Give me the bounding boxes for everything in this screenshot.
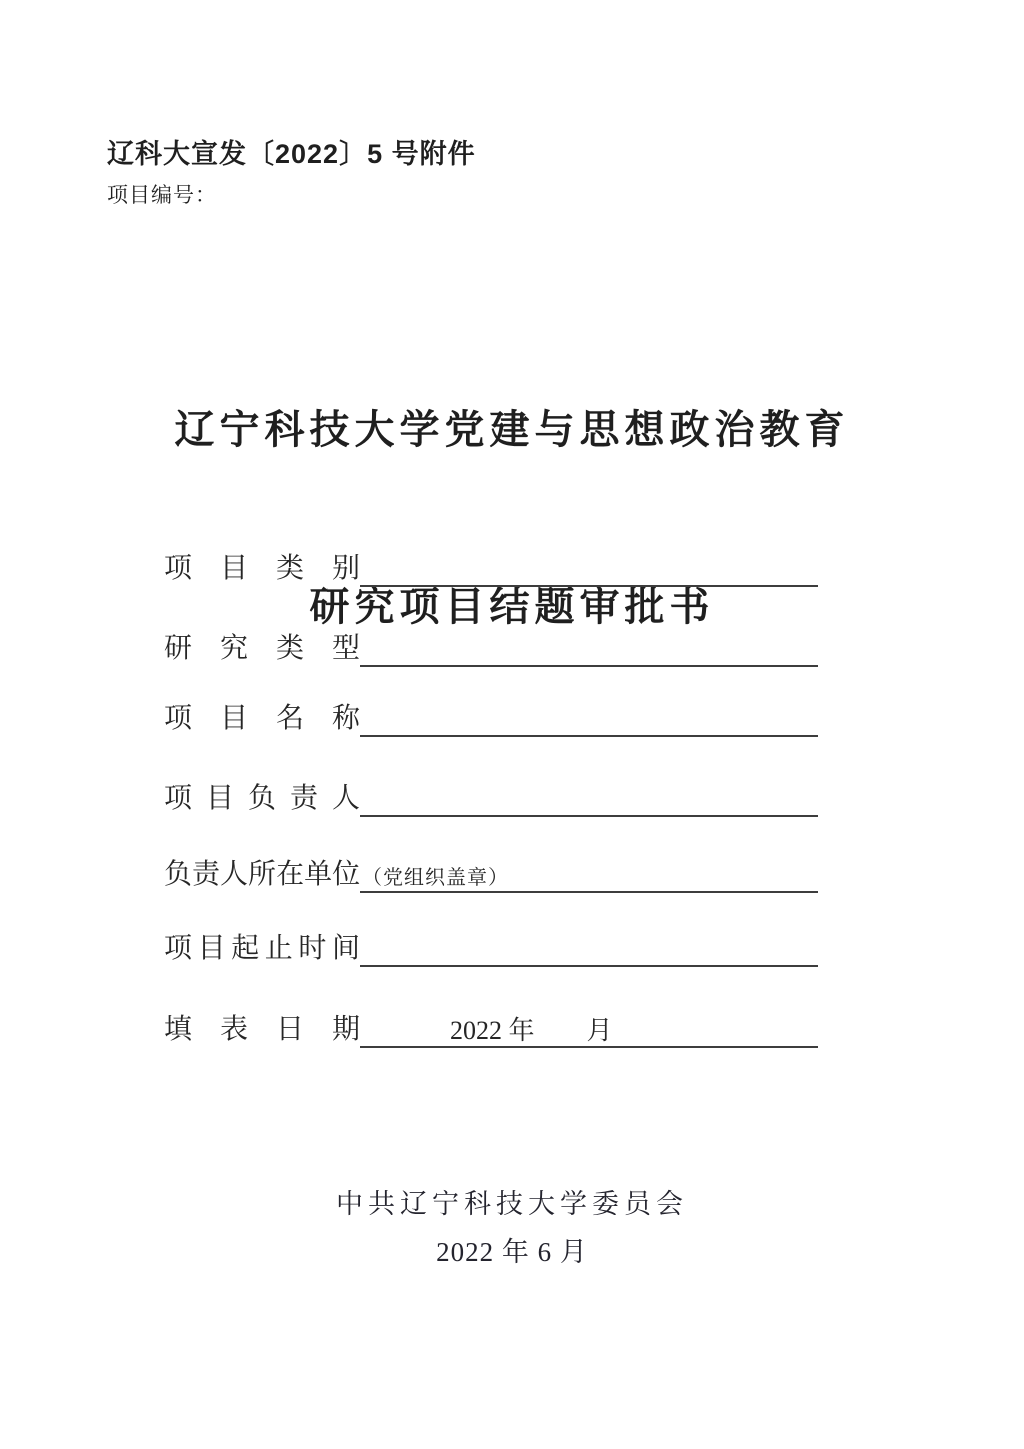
form-field-row xyxy=(164,851,818,893)
doc-number: 辽科大宣发〔2022〕5 号附件 xyxy=(107,139,476,169)
field-blank-line xyxy=(360,695,818,737)
field-label: 负 责 人 所 在 单 位 xyxy=(164,859,361,890)
field-blank-line xyxy=(360,1006,818,1048)
document-title-line1: 辽宁科技大学党建与思想政治教育 xyxy=(174,408,850,452)
field-value: 2022 年 月 xyxy=(450,1016,613,1045)
form-field-row xyxy=(164,695,818,737)
form-field-row xyxy=(164,775,818,817)
field-blank-line xyxy=(360,625,818,667)
footer-organization: 中共辽宁科技大学委员会 xyxy=(336,1189,688,1219)
field-blank-line xyxy=(360,775,818,817)
form-field-row xyxy=(164,545,818,587)
form-field-row xyxy=(164,925,818,967)
field-label: 项 目 名 称 xyxy=(164,703,360,734)
document-title-line2: 研究项目结题审批书 xyxy=(309,585,715,629)
field-value: （党组织盖章） xyxy=(362,867,509,889)
document-title xyxy=(0,283,1024,755)
footer-date: 2022 年 6 月 xyxy=(436,1237,588,1267)
field-label: 项 目 起 止 时 间 xyxy=(164,933,360,964)
form-field-row xyxy=(164,1006,818,1048)
field-blank-line xyxy=(360,851,818,893)
field-label: 研 究 类 型 xyxy=(164,633,360,664)
field-label: 项 目 负 责 人 xyxy=(164,783,360,814)
field-blank-line xyxy=(360,925,818,967)
project-number-label: 项目编号： xyxy=(107,184,217,207)
form-field-row xyxy=(164,625,818,667)
field-blank-line xyxy=(360,545,818,587)
field-label: 项 目 类 别 xyxy=(164,553,360,584)
field-label: 填 表 日 期 xyxy=(164,1014,360,1045)
